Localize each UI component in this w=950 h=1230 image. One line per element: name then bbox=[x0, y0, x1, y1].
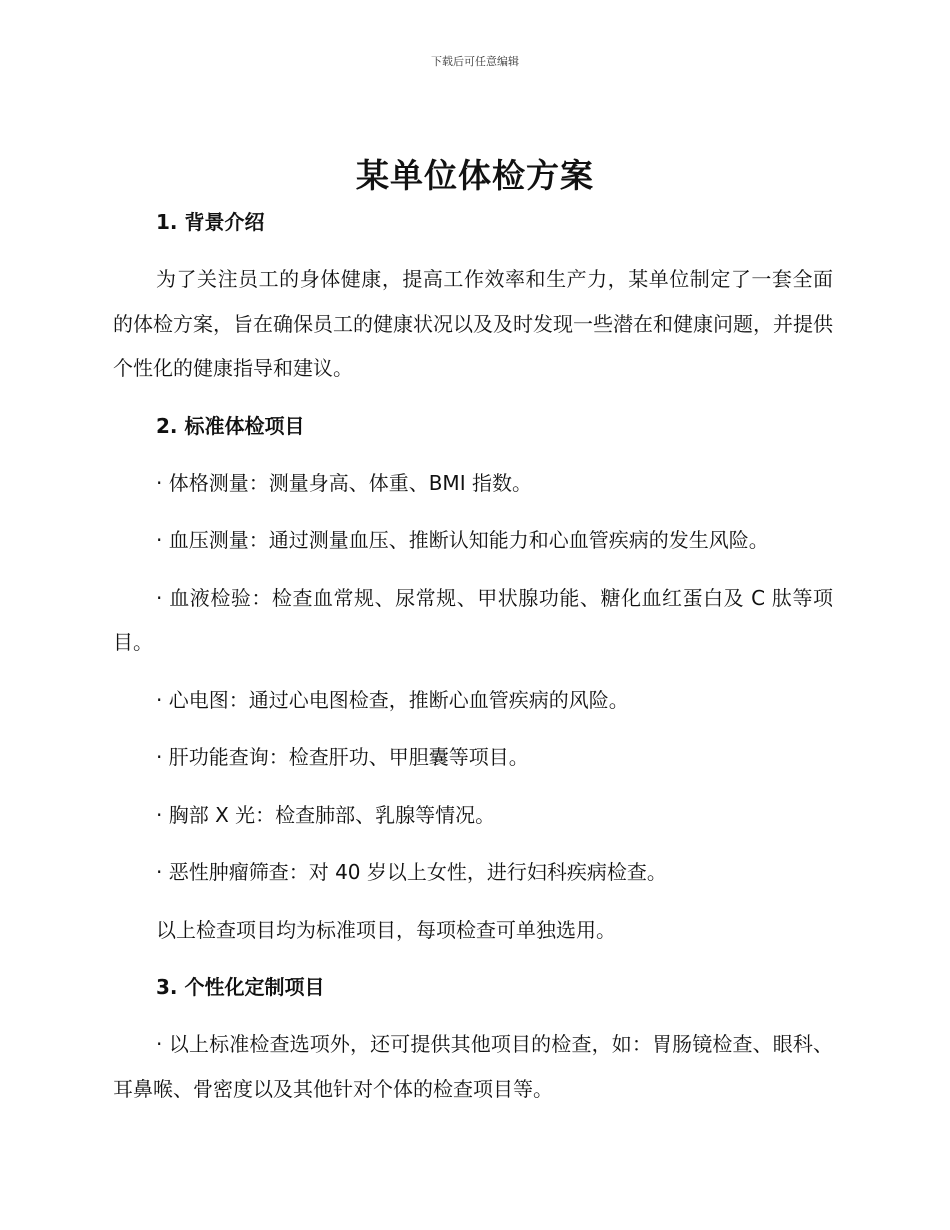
list-item: · 以上标准检查选项外，还可提供其他项目的检查，如：胃肠镜检查、眼科、耳鼻喉、骨密度以及其他针对个体的检查项目等。 bbox=[113, 1032, 833, 1101]
paragraph-standard-note: 以上检查项目均为标准项目，每项检查可单独选用。 bbox=[156, 917, 616, 942]
list-item: · 恶性肿瘤筛查：对 40 岁以上女性，进行妇科疾病检查。 bbox=[156, 860, 667, 884]
paragraph-background: 为了关注员工的身体健康，提高工作效率和生产力，某单位制定了一套全面的体检方案，旨在确保员工的健康状况以及及时发现一些潜在和健康问题，并提供个性化的健康指导和建议。 bbox=[113, 267, 833, 380]
list-item: · 血液检验：检查血常规、尿常规、甲状腺功能、糖化血红蛋白及 C 肽等项目。 bbox=[113, 585, 833, 654]
section-heading-standard-items: 2. 标准体检项目 bbox=[156, 413, 305, 438]
document-body bbox=[113, 200, 833, 1111]
document-title: 某单位体检方案 bbox=[356, 156, 594, 195]
section-heading-background: 1. 背景介绍 bbox=[156, 210, 265, 234]
list-item: · 心电图：通过心电图检查，推断心血管疾病的风险。 bbox=[156, 687, 629, 712]
section-heading-custom-items: 3. 个性化定制项目 bbox=[156, 975, 325, 999]
list-item: · 胸部 X 光：检查肺部、乳腺等情况。 bbox=[156, 802, 496, 827]
list-item: · 血压测量：通过测量血压、推断认知能力和心血管疾病的发生风险。 bbox=[156, 528, 769, 552]
list-item: · 体格测量：测量身高、体重、BMI 指数。 bbox=[156, 470, 532, 495]
list-item: · 肝功能查询：检查肝功、甲胆囊等项目。 bbox=[156, 745, 529, 769]
header-note: 下载后可任意编辑 bbox=[431, 55, 519, 68]
